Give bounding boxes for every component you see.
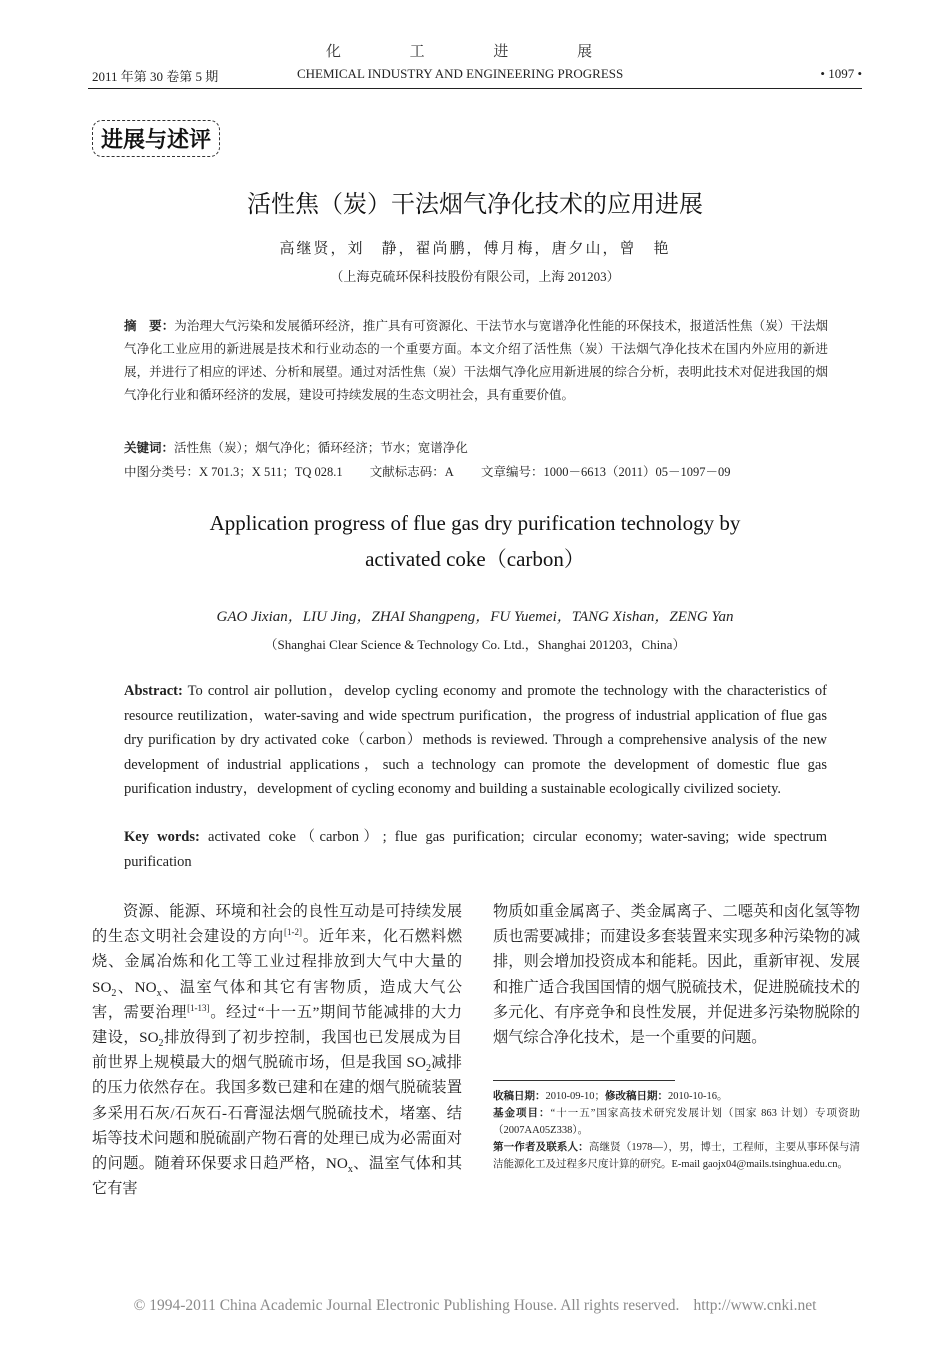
body-text: 、温室气体和其它有害物质，造成大气公害，需要治理 <box>92 978 463 1021</box>
footnote-fund <box>493 1105 860 1139</box>
body-text: 。近年来，化石燃料燃烧、金属冶炼和化工等工业过程排放到大气中大量的 SO <box>92 928 462 996</box>
body-column-left <box>92 899 462 1201</box>
author-text: 高继贤（1978—），男，博士，工程师，主要从事环保与清洁能源化工及过程多尺度计算的研究。E-mail gaojx04@mails.tsinghua.edu.cn。 <box>493 1142 861 1170</box>
abstract-en-text: To control air pollution，develop cycling economy and promote the technology with the characteristics of resource reutilization，water-saving and wide spectrum purification，the progress of industrial application of flue gas dry purification by dry activated coke（carbon）methods is reviewed. Through a comprehensive analysis of the new development of industrial applications，such a technology can promote the development of domestic flue gas purification industry，development of cycling economy and building a sustainable ecologically civilized society. <box>124 683 827 797</box>
article-no-value: 1000－6613（2011）05－1097－09 <box>543 465 731 479</box>
body-text: 、NO <box>116 978 157 996</box>
keywords-en-text: activated coke（carbon）; flue gas purification; circular economy; water-saving; wide spectrum purification <box>124 829 827 870</box>
page-title-en <box>0 505 950 577</box>
abstract-cn <box>124 314 828 407</box>
footnote-rule <box>493 1080 675 1081</box>
subscript: x <box>347 1164 353 1176</box>
cnki-link[interactable]: http://www.cnki.net <box>693 1297 817 1314</box>
keywords-cn-text: 活性焦（炭）；烟气净化；循环经济；节水；宽谱净化 <box>174 441 468 455</box>
fund-label: 基金项目： <box>493 1107 551 1119</box>
body-text: 。经过“十一五”期间节能减排的大力建设，SO <box>92 1003 463 1047</box>
doc-code-label: 文献标志码： <box>369 464 445 479</box>
header-rule <box>88 88 862 89</box>
citation-ref: [1-2] <box>284 927 302 938</box>
body-text: 、温室气体和其它有害 <box>92 1155 462 1198</box>
clc-label: 中图分类号： <box>124 464 200 479</box>
author-label: 第一作者及联系人： <box>493 1141 589 1153</box>
article-no-label: 文章编号： <box>480 464 544 479</box>
abstract-en-label: Abstract: <box>124 683 183 699</box>
abstract-cn-label: 摘 要： <box>124 318 175 333</box>
fund-text: “十一五”国家高技术研究发展计划（国家 863 计划）专项资助（2007AA05Z338）。 <box>493 1108 860 1136</box>
keywords-cn-label: 关键词： <box>124 440 175 455</box>
doc-code-value: A <box>444 465 454 479</box>
title-en-line1: Application progress of flue gas dry purification technology by <box>209 511 741 535</box>
body-text: 资源、能源、环境和社会的良性互动是可持续发展的生态文明社会建设的方向 <box>92 903 462 946</box>
subscript: 2 <box>111 987 117 999</box>
subscript: x <box>156 987 162 999</box>
received-date: 2010-09-10； <box>545 1091 605 1102</box>
page-number: • 1097 • <box>820 66 862 81</box>
footnote-dates <box>493 1088 860 1105</box>
subscript: 2 <box>425 1063 431 1075</box>
body-text: 排放得到了初步控制，我国也已发展成为目前世界上规模最大的烟气脱硫市场，但是我国 SO <box>92 1029 463 1072</box>
affiliation-en: （Shanghai Clear Science & Technology Co. Ltd.，Shanghai 201203，China） <box>264 637 686 652</box>
abstract-en <box>124 679 827 802</box>
abstract-cn-text: 为治理大气污染和发展循环经济，推广具有可资源化、干法节水与宽谱净化性能的环保技术，报道活性焦（炭）干法烟气净化工业应用的新进展是技术和行业动态的一个重要方面。本文介绍了活性焦（炭）干法烟气净化技术在国内外应用的新进展，并进行了相应的评述、分析和展望。通过对活性焦（炭）干法烟气净化应用新进展的综合分析，表明此技术对促进我国的烟气净化行业和循环经济的发展，建设可持续发展的生态文明社会，具有重要价值。 <box>124 319 828 402</box>
issue-info: 2011 年第 30 卷第 5 期 <box>92 69 219 84</box>
copyright-text: © 1994-2011 China Academic Journal Electronic Publishing House. All rights reserved. <box>133 1297 680 1314</box>
section-tag: 进展与述评 <box>92 120 220 157</box>
body-text: 物质如重金属离子、类金属离子、二噁英和卤化氢等物质也需要减排；而建设多套装置来实现多种污染物的减排，则会增加投资成本和能耗。因此，重新审视、发展和推广适合我国国情的烟气脱硫技术，促进脱硫技术的多元化、有序竞争和良性发展，并促进多污染物脱除的烟气综合净化技术，是一个重要的问题。 <box>493 903 860 1047</box>
revised-label: 修改稿日期： <box>605 1090 668 1102</box>
authors-cn: 高继贤，刘 静，翟尚鹏，傅月梅，唐夕山，曾 艳 <box>279 241 671 257</box>
affiliation-cn: （上海克硫环保科技股份有限公司，上海 201203） <box>330 269 620 284</box>
copyright-line <box>0 1297 950 1315</box>
keywords-en <box>124 825 827 874</box>
clc-value: X 701.3；X 511；TQ 028.1 <box>199 465 343 479</box>
page-title-cn: 活性焦（炭）干法烟气净化技术的应用进展 <box>247 190 703 218</box>
title-en-line2: activated coke（carbon） <box>365 547 585 571</box>
received-label: 收稿日期： <box>493 1090 546 1102</box>
authors-en: GAO Jixian，LIU Jing，ZHAI Shangpeng，FU Yuemei，TANG Xishan，ZENG Yan <box>216 609 734 625</box>
footnote <box>493 1088 860 1173</box>
body-column-right <box>493 899 860 1050</box>
footnote-author <box>493 1139 860 1173</box>
subscript: 2 <box>158 1038 164 1050</box>
keywords-en-label: Key words: <box>124 829 200 845</box>
classification-row <box>124 462 828 480</box>
journal-name-cn: 化 工 进 展 <box>325 42 625 60</box>
citation-ref: [1-13] <box>187 1002 210 1013</box>
journal-name-en: CHEMICAL INDUSTRY AND ENGINEERING PROGRESS <box>297 66 624 81</box>
keywords-cn <box>124 438 468 456</box>
revised-date: 2010-10-16。 <box>668 1091 728 1102</box>
body-text: 减排的压力依然存在。我国多数已建和在建的烟气脱硫装置多采用石灰/石灰石-石膏湿法烟气脱硫技术，堵塞、结垢等技术问题和脱硫副产物石膏的处理已成为必需面对的问题。随着环保要求日趋严格，NO <box>92 1054 462 1173</box>
